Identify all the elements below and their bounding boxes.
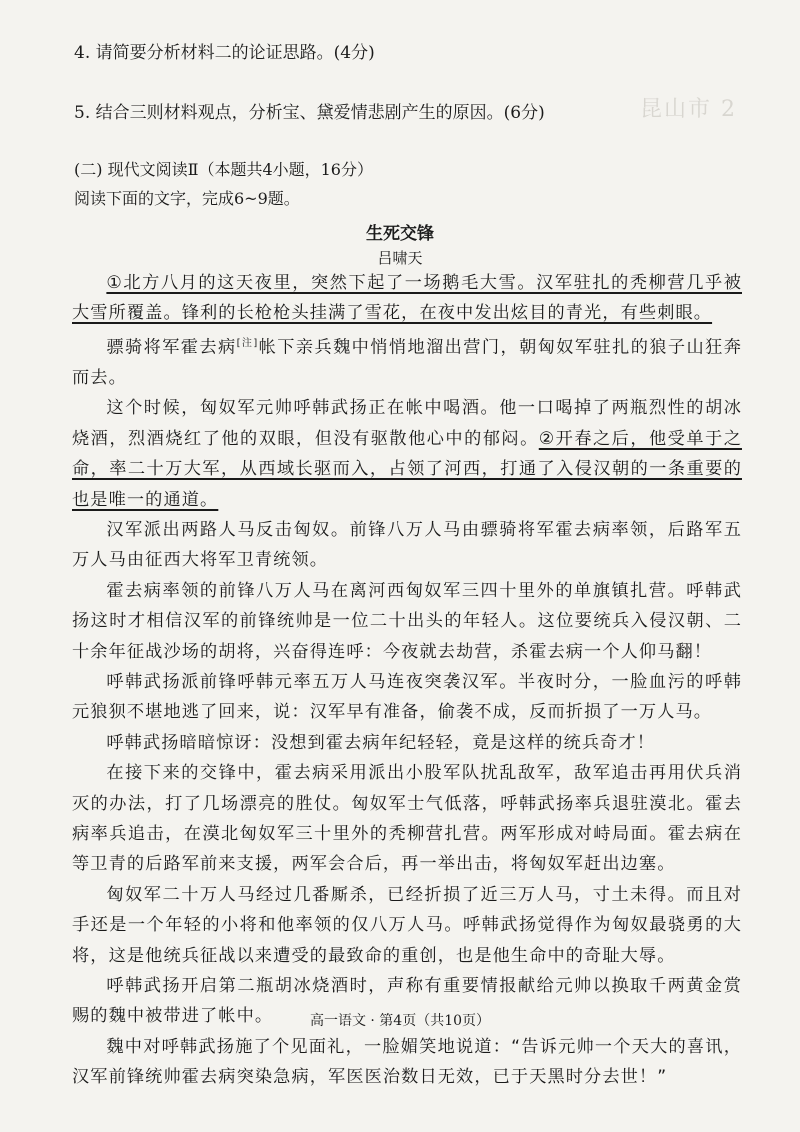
paragraph-1 — [72, 268, 742, 329]
question-5: 5. 结合三则材料观点，分析宝、黛爱情悲剧产生的原因。(6分) — [74, 103, 545, 123]
paragraph-10: 呼韩武扬开启第二瓶胡冰烧酒时，声称有重要情报献给元帅以换取千两黄金赏赐的魏中被带进了帐中。 — [72, 976, 742, 1027]
paragraph-5: 霍去病率领的前锋八万人马在离河西匈奴军三四十里外的单旗镇扎营。呼韩武扬这时才相信汉军的前锋统帅是一位二十出头的年轻人。这位要统兵入侵汉朝、二十余年征战沙场的胡将，兴奋得连呼：今夜就去劫营，杀霍去病一个人仰马翻！ — [72, 580, 742, 662]
paragraph-9: 匈奴军二十万人马经过几番厮杀，已经折损了近三万人马，寸土未得。而且对手还是一个年轻的小将和他率领的仅八万人马。呼韩武扬觉得作为匈奴最骁勇的大将，这是他统兵征战以来遭受的最致命的重创，也是他生命中的奇耻大辱。 — [72, 884, 742, 966]
paragraph-6: 呼韩武扬派前锋呼韩元率五万人马连夜突袭汉军。半夜时分，一脸血污的呼韩元狼狈不堪地逃了回来，说：汉军早有准备，偷袭不成，反而折损了一万人马。 — [72, 672, 742, 723]
section-instruction: 阅读下面的文字，完成6~9题。 — [74, 189, 300, 208]
story-body — [72, 268, 742, 1093]
paragraph-2-text-a: 骠骑将军霍去病 — [106, 337, 237, 358]
footnote-marker: [注] — [236, 337, 259, 349]
paragraph-3-text: 这个时候，匈奴军元帅呼韩武扬正在帐中喝酒。他一口喝掉了两瓶烈性的胡冰烧酒，烈酒烧红了他的双眼，但没有驱散他心中的郁闷。 — [72, 398, 742, 449]
paragraph-4: 汉军派出两路人马反击匈奴。前锋八万人马由骠骑将军霍去病率领，后路军五万人马由征西大将军卫青统领。 — [72, 519, 742, 571]
story-author: 吕啸天 — [377, 249, 423, 267]
section-title: (二) 现代文阅读Ⅱ（本题共4小题，16分） — [74, 160, 373, 179]
underlined-sentence-1: ①北方八月的这天夜里，突然下起了一场鹅毛大雪。汉军驻扎的秃柳营几乎被大雪所覆盖。锋利的长枪枪头挂满了雪花，在夜中发出炫目的青光，有些刺眼。 — [72, 273, 742, 324]
question-4: 4. 请简要分析材料二的论证思路。(4分) — [74, 43, 375, 63]
paragraph-11: 魏中对呼韩武扬施了个见面礼，一脸媚笑地说道：“告诉元帅一个天大的喜讯，汉军前锋统帅霍去病突染急病，军医医治数日无效，已于天黑时分去世！” — [72, 1036, 742, 1088]
paragraph-8: 在接下来的交锋中，霍去病采用派出小股军队扰乱敌军，敌军追击再用伏兵消灭的办法，打了几场漂亮的胜仗。匈奴军士气低落，呼韩武扬率兵退驻漠北。霍去病率兵追击，在漠北匈奴军三十里外的秃柳营扎营。两军形成对峙局面。霍去病在等卫青的后路军前来支援，两军会合后，再一举出击，将匈奴军赶出边塞。 — [72, 763, 742, 875]
paragraph-2-text-b: 帐下亲兵魏中悄悄地溜出营门，朝匈奴军驻扎的狼子山狂奔而去。 — [72, 337, 742, 388]
bleed-through-text: 昆山市 2 — [640, 97, 737, 122]
paragraph-2 — [72, 329, 742, 394]
paragraph-7: 呼韩武扬暗暗惊讶：没想到霍去病年纪轻轻，竟是这样的统兵奇才！ — [106, 732, 656, 753]
underlined-sentence-2: ②开春之后，他受单于之命，率二十万大军，从西域长驱而入，占领了河西，打通了入侵汉朝的一条重要的也是唯一的通道。 — [72, 428, 742, 510]
paragraph-3 — [72, 393, 742, 515]
story-title: 生死交锋 — [366, 224, 434, 244]
page-footer: 高一语文 · 第4页（共10页） — [309, 1013, 491, 1029]
